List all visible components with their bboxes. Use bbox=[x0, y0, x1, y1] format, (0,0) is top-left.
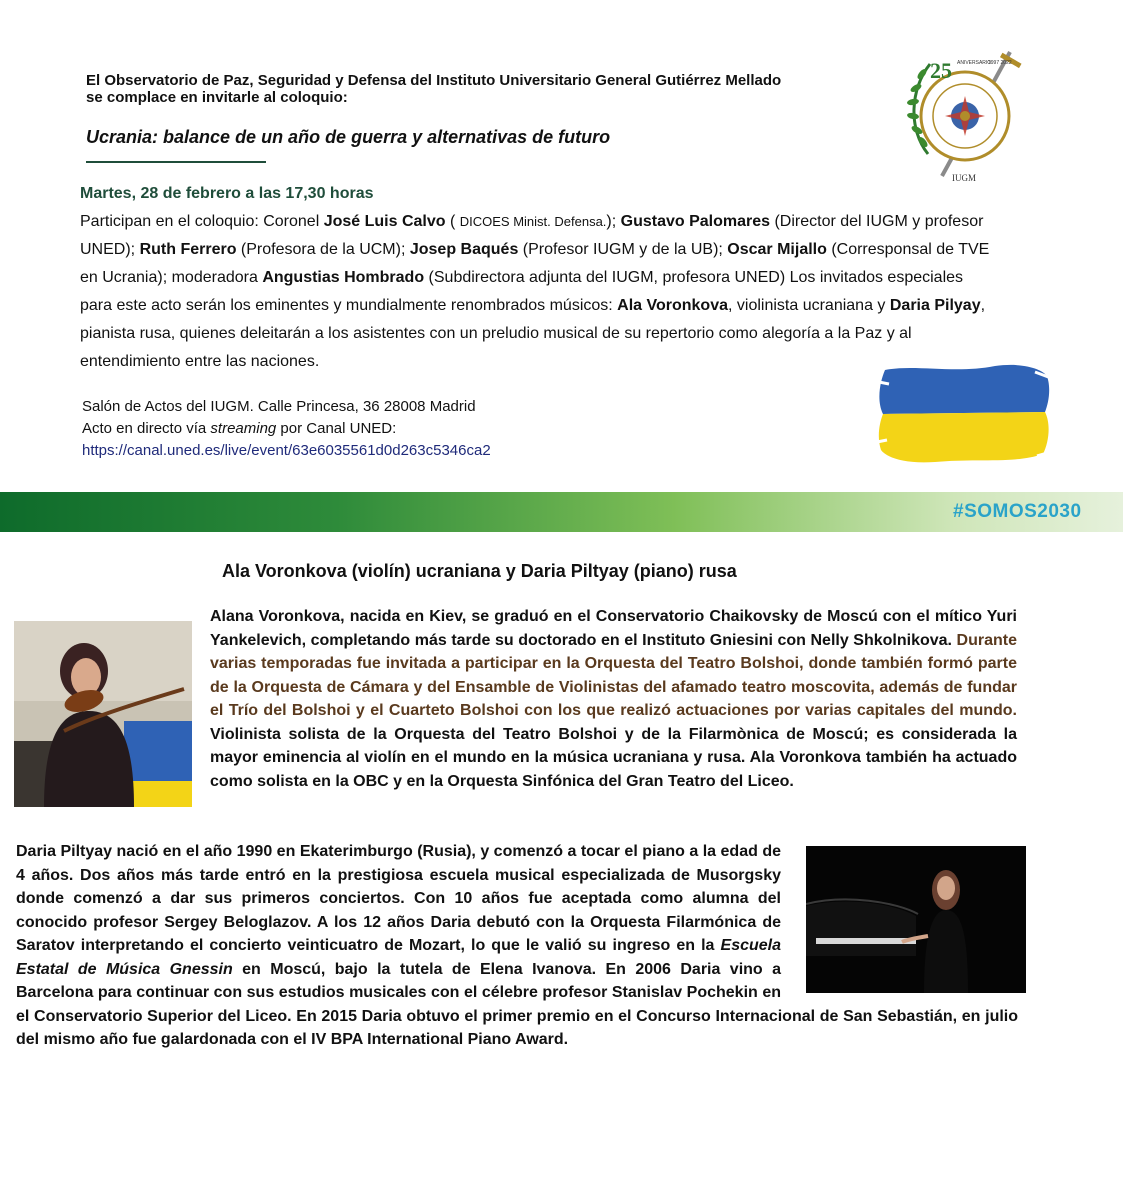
event-title: Ucrania: balance de un año de guerra y alternativas de futuro bbox=[86, 127, 611, 147]
venue-info bbox=[82, 396, 491, 462]
intro-text bbox=[86, 72, 866, 106]
anniversary-label: ANIVERSARIO bbox=[957, 60, 992, 66]
logo-acronym: IUGM bbox=[952, 173, 976, 183]
hashtag-somos2030: #SOMOS2030 bbox=[953, 501, 1082, 522]
voronkova-bio: Alana Voronkova, nacida en Kiev, se graduó en el Conservatorio Chaikovsky de Moscú con el mítico Yuri Yankelevich, completando más tarde su doctorado en el Instituto Gniesini con Nelly Shkolnikova. Durante varias temporadas fue invitada a participar en la Orquesta del Teatro Bolshoi, donde también formó parte de la Orquesta de Cámara y del Ensamble de Violinistas del afamado teatro moscovita, además de fundar el Trío del Bolshoi y el Cuarteto Bolshoi con los que realizó actuaciones por varias capitales del mundo. Violinista solista de la Orquesta del Teatro Bolshoi y de la Filarmònica de Moscú; es considerada la mayor eminencia al violín en el mundo en la música ucraniana y rusa. Ala Voronkova también ha actuado como solista en la OBC y en la Orquesta Sinfónica del Gran Teatro del Liceo. bbox=[210, 608, 1017, 790]
participant-name: Angustias Hombrado bbox=[262, 269, 425, 286]
participant-name: Oscar Mijallo bbox=[727, 241, 827, 258]
piltyay-bio: Daria Piltyay nació en el año 1990 en Ekaterimburgo (Rusia), y comenzó a tocar el piano a la edad de 4 años. Dos años más tarde entró en la prestigiosa escuela musical especializada de Musorgsky donde comenzó a dar sus primeros conciertos. Con 10 años fue aceptada como alumna del conocido profesor Sergey Beloglazov. A los 12 años Daria debutó con la Orquesta Filarmónica de Saratov interpretando el concierto veinticuatro de Mozart, lo que le valió su ingreso en la Escuela Estatal de Música Gnessin en Moscú, bajo la tutela de Elena Ivanova. En 2006 Daria vino a Barcelona para continuar con sus estudios musicales con el célebre profesor Stanislav Pochekin en el Conservatorio Superior del Liceo. En 2015 Daria obtuvo el primer premio en el Concurso Internacional de San Sebastián, en julio del mismo año fue galardonada con el IV BPA International Piano Award. bbox=[16, 843, 1018, 1048]
ukraine-flag bbox=[875, 362, 1053, 466]
participant-name: Josep Baqués bbox=[409, 241, 519, 258]
anniversary-number: 25 bbox=[930, 58, 952, 83]
title-underline bbox=[86, 161, 266, 163]
streaming-link[interactable]: https://canal.uned.es/live/event/63e6035561d0d263c5346ca2 bbox=[82, 442, 491, 459]
intro-line-1: El Observatorio de Paz, Seguridad y Defensa del Instituto Universitario General Gutiérrez Mellado bbox=[86, 72, 782, 89]
violinist-photo bbox=[14, 621, 192, 807]
participant-name: Gustavo Palomares bbox=[620, 213, 771, 230]
participants-paragraph: Participan en el coloquio: Coronel José Luis Calvo ( DICOES Minist. Defensa.); Gustavo Palomares (Director del IUGM y profesor UNED); Ruth Ferrero (Profesora de la UCM); Josep Baqués (Profesor IUGM y de la UB); Oscar Mijallo (Corresponsal de TVE en Ucrania); moderadora Angustias Hombrado (Subdirectora adjunta del IUGM, profesora UNED) Los invitados especiales para este acto serán los eminentes y mundialmente renombrados músicos: Ala Voronkova, violinista ucraniana y Daria Pilyay, pianista rusa, quienes deleitarán a los asistentes con un preludio musical de su repertorio como alegoría a la Paz y al entendimiento entre las naciones. bbox=[80, 213, 990, 370]
participant-name: Daria Pilyay bbox=[889, 297, 981, 314]
participant-name: José Luis Calvo bbox=[323, 213, 446, 230]
participant-name: Ruth Ferrero bbox=[139, 241, 237, 258]
iugm-logo bbox=[900, 44, 1030, 189]
venue-address: Salón de Actos del IUGM. Calle Princesa, 36 28008 Madrid bbox=[82, 398, 476, 415]
event-date: Martes, 28 de febrero a las 17,30 horas bbox=[80, 185, 374, 202]
participant-name: Ala Voronkova bbox=[617, 297, 728, 314]
anniversary-years: 1997 2022 bbox=[988, 60, 1012, 66]
musicians-heading: Ala Voronkova (violín) ucraniana y Daria Piltyay (piano) rusa bbox=[222, 561, 737, 581]
intro-line-2: se complace en invitarle al coloquio: bbox=[86, 89, 348, 106]
streaming-note: Acto en directo vía streaming por Canal UNED: bbox=[82, 420, 397, 437]
